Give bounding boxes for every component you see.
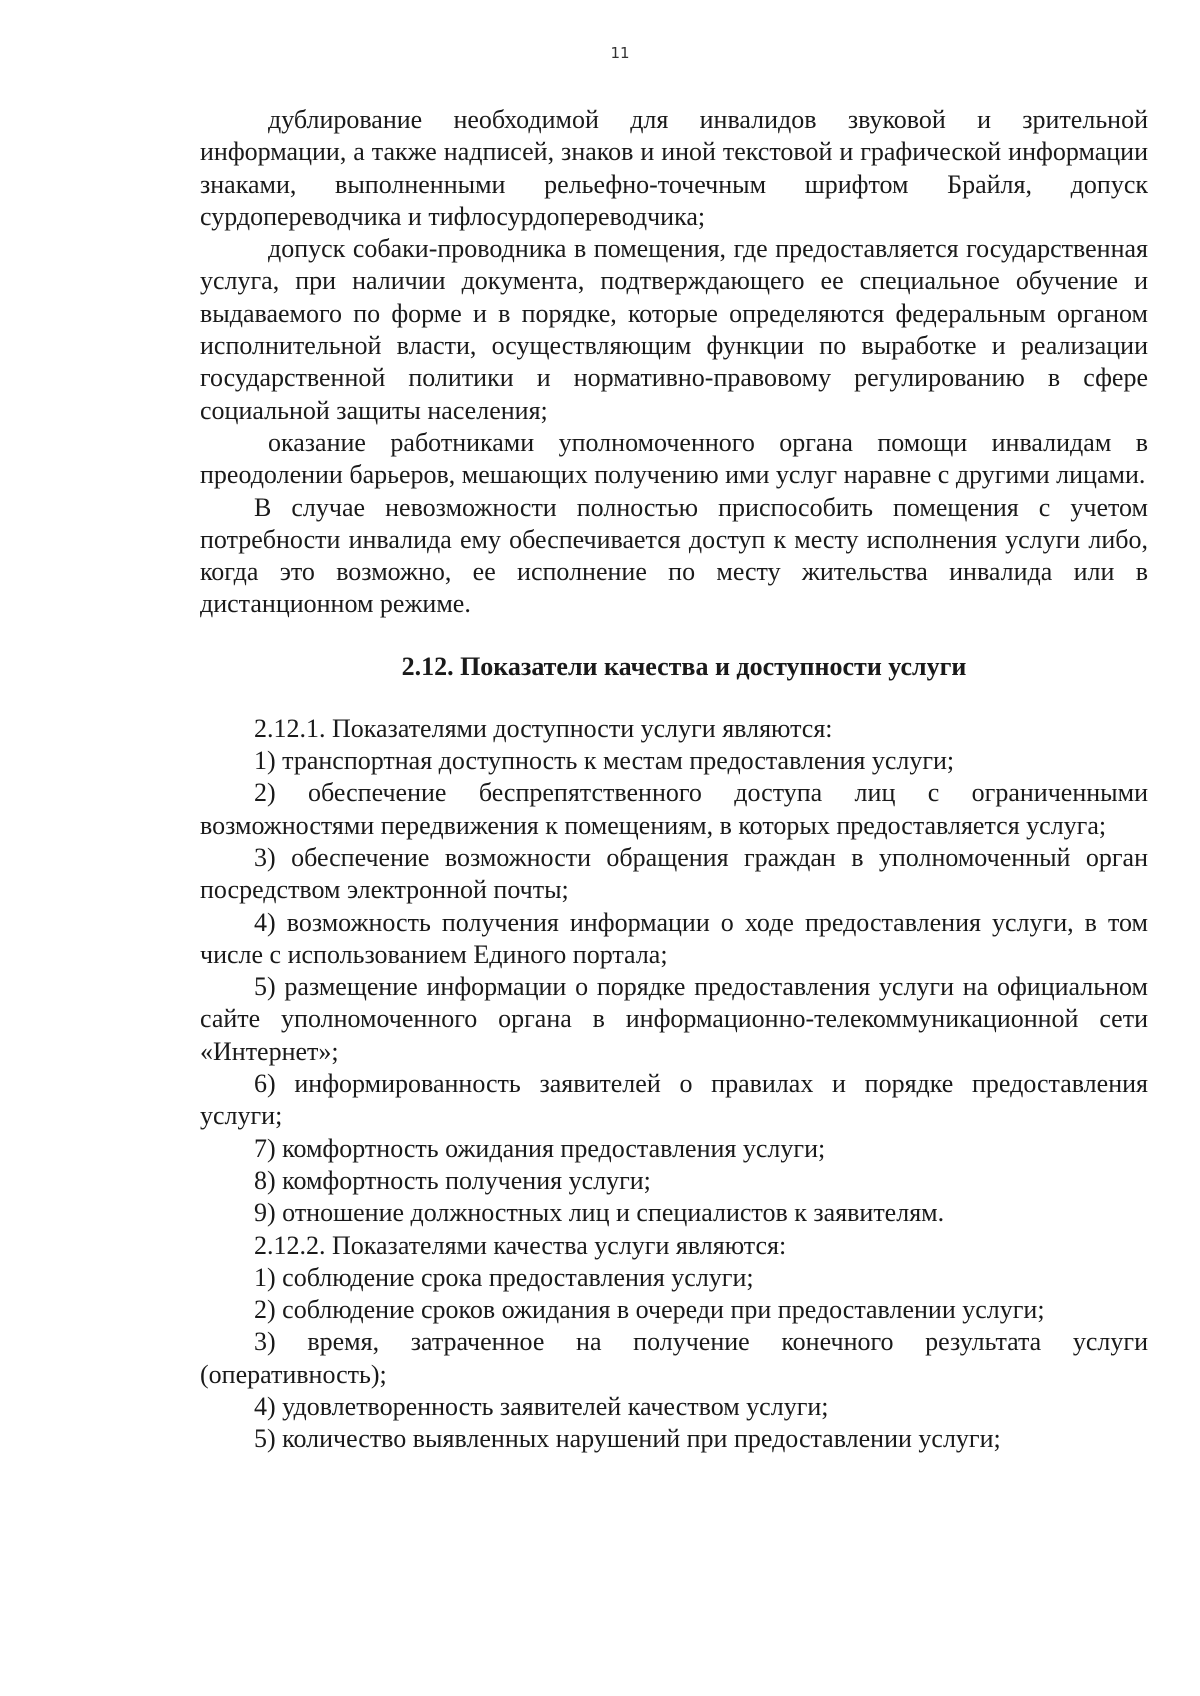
list-item: 4) удовлетворенность заявителей качеством услуги; [254, 1391, 829, 1421]
list-item: 9) отношение должностных лиц и специалистов к заявителям. [254, 1198, 945, 1228]
document-body [200, 104, 1148, 1456]
paragraph: дублирование необходимой для инвалидов звуковой и зрительной информации, а также надписей, знаков и иной текстовой и графической информации знаками, выполненными рельефно-точечным шрифтом Брайля, допуск сурдопереводчика и тифлосурдопереводчика; [200, 105, 1148, 231]
list-item: 2) соблюдение сроков ожидания в очереди при предоставлении услуги; [254, 1295, 1045, 1325]
paragraph: допуск собаки-проводника в помещения, где предоставляется государственная услуга, при наличии документа, подтверждающего ее специальное обучение и выдаваемого по форме и в порядке, которые определяются федеральным органом исполнительной власти, осуществляющим функции по выработке и реализации государственной политики и нормативно-правовому регулированию в сфере социальной защиты населения; [200, 234, 1148, 425]
list-item: 1) соблюдение срока предоставления услуги; [254, 1262, 754, 1292]
list-item: 2) обеспечение беспрепятственного доступа лиц с ограниченными возможностями передвижения к помещениям, в которых предоставляется услуга; [200, 778, 1148, 840]
list-item: 8) комфортность получения услуги; [254, 1165, 651, 1195]
list-item: 3) обеспечение возможности обращения граждан в уполномоченный орган посредством электронной почты; [200, 842, 1148, 905]
list-item: 1) транспортная доступность к местам предоставления услуги; [254, 746, 955, 776]
list-item: 5) размещение информации о порядке предоставления услуги на официальном сайте уполномоченного органа в информационно-телекоммуникационной сети «Интернет»; [200, 972, 1148, 1066]
paragraph: В случае невозможности полностью приспособить помещения с учетом потребности инвалида ему обеспечивается доступ к месту исполнения услуги либо, когда это возможно, ее исполнение по месту жительства инвалида или в дистанционном режиме. [200, 492, 1148, 619]
section-heading: 2.12. Показатели качества и доступности услуги [401, 651, 967, 681]
accessibility-intro: 2.12.1. Показателями доступности услуги являются: [254, 713, 833, 743]
quality-intro: 2.12.2. Показателями качества услуги являются: [254, 1230, 787, 1260]
list-item: 4) возможность получения информации о ходе предоставления услуги, в том числе с использованием Единого портала; [200, 907, 1148, 969]
page-number: 11 [610, 44, 630, 62]
list-item: 7) комфортность ожидания предоставления услуги; [254, 1133, 826, 1163]
list-item: 3) время, затраченное на получение конечного результата услуги (оперативность); [200, 1327, 1148, 1389]
list-item: 6) информированность заявителей о правилах и порядке предоставления услуги; [200, 1069, 1148, 1131]
list-item: 5) количество выявленных нарушений при предоставлении услуги; [254, 1424, 1001, 1454]
paragraph: оказание работниками уполномоченного органа помощи инвалидам в преодолении барьеров, мешающих получению ими услуг наравне с другими лицами. [200, 427, 1148, 490]
